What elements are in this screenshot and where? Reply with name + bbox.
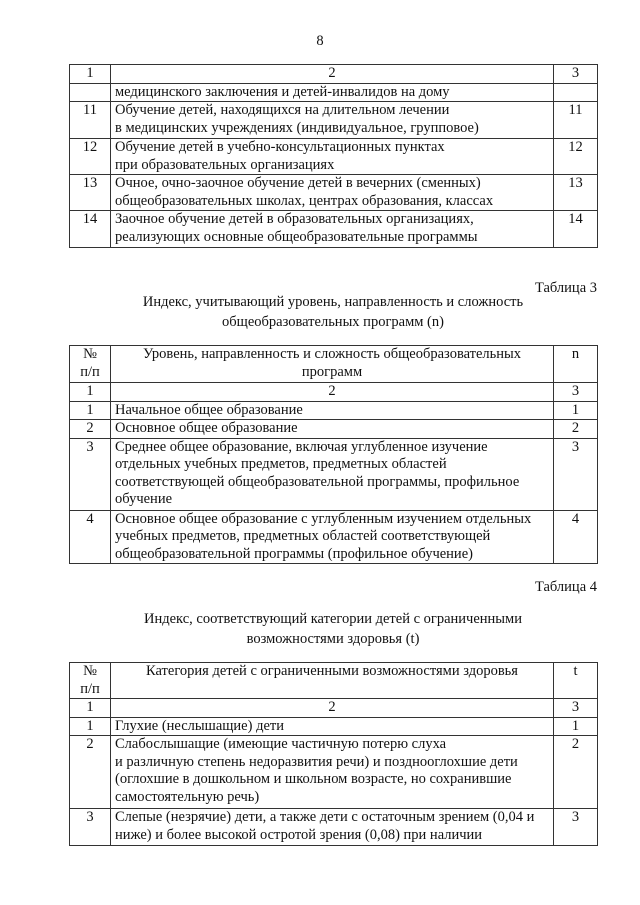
table-row bbox=[70, 717, 598, 736]
table4-title: Индекс, соответствующий категории детей с ограниченными возможностями здоровья (t) bbox=[144, 611, 522, 647]
row-text: медицинского заключения и детей-инвалидов на дому bbox=[111, 83, 554, 102]
row-number: 1 bbox=[70, 401, 111, 420]
table-row bbox=[70, 809, 598, 846]
row-number: 2 bbox=[70, 736, 111, 809]
row-value: 2 bbox=[554, 736, 598, 809]
table-row bbox=[70, 102, 598, 139]
row-value: 12 bbox=[554, 139, 598, 175]
table4 bbox=[69, 662, 598, 846]
row-text: Начальное общее образование bbox=[111, 401, 554, 420]
col-number: 1 bbox=[70, 699, 111, 718]
row-value: 1 bbox=[554, 401, 598, 420]
table3-caption: Таблица 3 bbox=[534, 280, 597, 296]
row-number: 4 bbox=[70, 510, 111, 564]
row-value: 14 bbox=[554, 211, 598, 248]
row-number: 3 bbox=[70, 438, 111, 510]
row-number: 2 bbox=[70, 420, 111, 439]
table-row bbox=[70, 211, 598, 248]
table-row bbox=[70, 139, 598, 175]
table-row bbox=[70, 438, 598, 510]
row-text: Основное общее образование с углубленным изучением отдельных учебных предметов, предметных областей соответствующей общеобразовательной программы (профильное обучение) bbox=[111, 510, 554, 564]
col-number: 1 bbox=[70, 383, 111, 402]
row-text: Глухие (неслышащие) дети bbox=[111, 717, 554, 736]
page-number: 8 bbox=[316, 33, 324, 49]
table-row bbox=[70, 83, 598, 102]
header-value: t bbox=[554, 663, 598, 699]
row-number: 3 bbox=[70, 809, 111, 846]
row-value: 1 bbox=[554, 717, 598, 736]
table-row bbox=[70, 510, 598, 564]
table-column-numbers-row bbox=[70, 383, 598, 402]
table-header-row bbox=[70, 663, 598, 699]
row-text: Обучение детей в учебно-консультационных пунктах при образовательных организациях bbox=[111, 139, 554, 175]
row-value: 13 bbox=[554, 175, 598, 211]
row-text: Слепые (незрячие) дети, а также дети с остаточным зрением (0,04 и ниже) и более высокой остротой зрения (0,08) при наличии bbox=[111, 809, 554, 846]
row-value: 11 bbox=[554, 102, 598, 139]
row-text: Основное общее образование bbox=[111, 420, 554, 439]
col-number: 3 bbox=[554, 65, 598, 84]
table-column-numbers-row bbox=[70, 65, 598, 84]
row-number: 12 bbox=[70, 139, 111, 175]
table3-title: Индекс, учитывающий уровень, направленность и сложность общеобразовательных программ (n) bbox=[142, 294, 524, 330]
header-description: Категория детей с ограниченными возможностями здоровья bbox=[111, 663, 554, 699]
row-value: 3 bbox=[554, 809, 598, 846]
row-number: 1 bbox=[70, 717, 111, 736]
col-number: 3 bbox=[554, 383, 598, 402]
table-row bbox=[70, 736, 598, 809]
col-number: 1 bbox=[70, 65, 111, 84]
table-header-row bbox=[70, 346, 598, 383]
row-value: 2 bbox=[554, 420, 598, 439]
header-number: № п/п bbox=[70, 346, 111, 383]
table3 bbox=[69, 345, 598, 564]
col-number: 2 bbox=[111, 65, 554, 84]
col-number: 2 bbox=[111, 383, 554, 402]
row-number bbox=[70, 83, 111, 102]
row-number: 13 bbox=[70, 175, 111, 211]
row-text: Слабослышащие (имеющие частичную потерю слуха и различную степень недоразвития речи) и позднооглохшие дети (оглохшие в дошкольном и школьном возрасте, но сохранившие самостоятельную речь) bbox=[111, 736, 554, 809]
row-value bbox=[554, 83, 598, 102]
col-number: 3 bbox=[554, 699, 598, 718]
row-text: Обучение детей, находящихся на длительном лечении в медицинских учреждениях (индивидуальное, групповое) bbox=[111, 102, 554, 139]
table4-caption: Таблица 4 bbox=[534, 579, 597, 595]
row-value: 3 bbox=[554, 438, 598, 510]
row-number: 14 bbox=[70, 211, 111, 248]
table-row bbox=[70, 175, 598, 211]
row-text: Среднее общее образование, включая углубленное изучение отдельных учебных предметов, предметных областей соответствующей общеобразовательной программы, профильное обучение bbox=[111, 438, 554, 510]
col-number: 2 bbox=[111, 699, 554, 718]
header-value: n bbox=[554, 346, 598, 383]
row-text: Заочное обучение детей в образовательных организациях, реализующих основные общеобразовательные программы bbox=[111, 211, 554, 248]
table-continued bbox=[69, 64, 598, 248]
table-row bbox=[70, 420, 598, 439]
table-column-numbers-row bbox=[70, 699, 598, 718]
row-text: Очное, очно-заочное обучение детей в вечерних (сменных) общеобразовательных школах, центрах образования, классах bbox=[111, 175, 554, 211]
header-description: Уровень, направленность и сложность общеобразовательных программ bbox=[111, 346, 554, 383]
header-number: № п/п bbox=[70, 663, 111, 699]
row-value: 4 bbox=[554, 510, 598, 564]
row-number: 11 bbox=[70, 102, 111, 139]
table-row bbox=[70, 401, 598, 420]
